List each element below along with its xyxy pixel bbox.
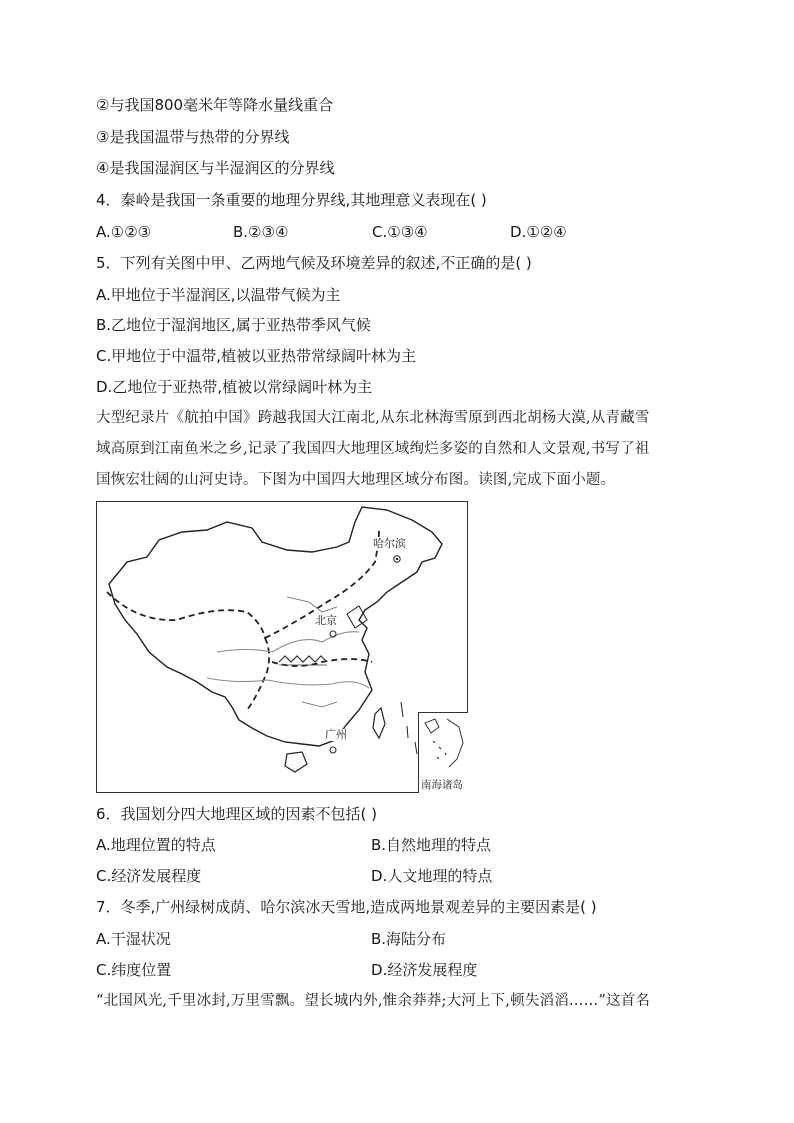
statement-2: ②与我国800毫米年等降水量线重合 (96, 96, 334, 114)
q5-option-c[interactable]: C.甲地位于中温带,植被以亚热带常绿阔叶林为主 (96, 347, 417, 365)
south-china-sea-inset (418, 712, 468, 793)
q6-option-a[interactable]: A.地理位置的特点 (96, 836, 216, 854)
q4-option-b[interactable]: B.②③④ (233, 223, 289, 241)
china-map-outline (97, 502, 466, 791)
question-7-stem: 7．冬季,广州绿树成荫、哈尔滨冰天雪地,造成两地景观差异的主要因素是( ) (96, 898, 597, 916)
q6-option-c[interactable]: C.经济发展程度 (96, 867, 202, 885)
label-south-china-sea-islands: 南海诸岛 (421, 779, 463, 791)
q6-option-d[interactable]: D.人文地理的特点 (371, 867, 493, 885)
q7-option-b[interactable]: B.海陆分布 (371, 930, 447, 948)
label-guangzhou: 广州 (325, 728, 347, 741)
question-6-stem: 6．我国划分四大地理区域的因素不包括( ) (96, 805, 378, 823)
q5-option-d[interactable]: D.乙地位于亚热带,植被以常绿阔叶林为主 (96, 378, 373, 396)
q7-option-c[interactable]: C.纬度位置 (96, 961, 172, 979)
q5-option-b[interactable]: B.乙地位于湿润地区,属于亚热带季风气候 (96, 316, 371, 334)
q7-option-d[interactable]: D.经济发展程度 (371, 961, 478, 979)
statement-3: ③是我国温带与热带的分界线 (96, 128, 290, 146)
q4-option-a[interactable]: A.①②③ (96, 223, 152, 241)
label-harbin: 哈尔滨 (373, 537, 406, 550)
china-regions-map (96, 501, 468, 793)
passage-2-line-1: “北国风光,千里冰封,万里雪飘。望长城内外,惟余莽莽;大河上下,顿失滔滔……”这首名 (96, 993, 651, 1009)
question-5-stem: 5．下列有关图中甲、乙两地气候及环境差异的叙述,不正确的是( ) (96, 254, 532, 272)
statement-4: ④是我国湿润区与半湿润区的分界线 (96, 159, 335, 177)
q6-option-b[interactable]: B.自然地理的特点 (371, 836, 492, 854)
passage-1-line-2: 域高原到江南鱼米之乡,记录了我国四大地理区域绚烂多姿的自然和人文景观,书写了祖 (96, 441, 650, 457)
inset-map (419, 713, 468, 775)
q5-option-a[interactable]: A.甲地位于半湿润区,以温带气候为主 (96, 286, 341, 304)
label-beijing: 北京 (315, 614, 337, 627)
q4-option-d[interactable]: D.①②④ (510, 223, 567, 241)
passage-1-line-3: 国恢宏壮阔的山河史诗。下图为中国四大地理区域分布图。读图,完成下面小题。 (96, 472, 616, 488)
q7-option-a[interactable]: A.干湿状况 (96, 930, 171, 948)
question-4-stem: 4．秦岭是我国一条重要的地理分界线,其地理意义表现在( ) (96, 191, 487, 209)
q4-option-c[interactable]: C.①③④ (372, 223, 428, 241)
passage-1-line-1: 大型纪录片《航拍中国》跨越我国大江南北,从东北林海雪原到西北胡杨大漠,从青藏雪 (96, 410, 650, 426)
